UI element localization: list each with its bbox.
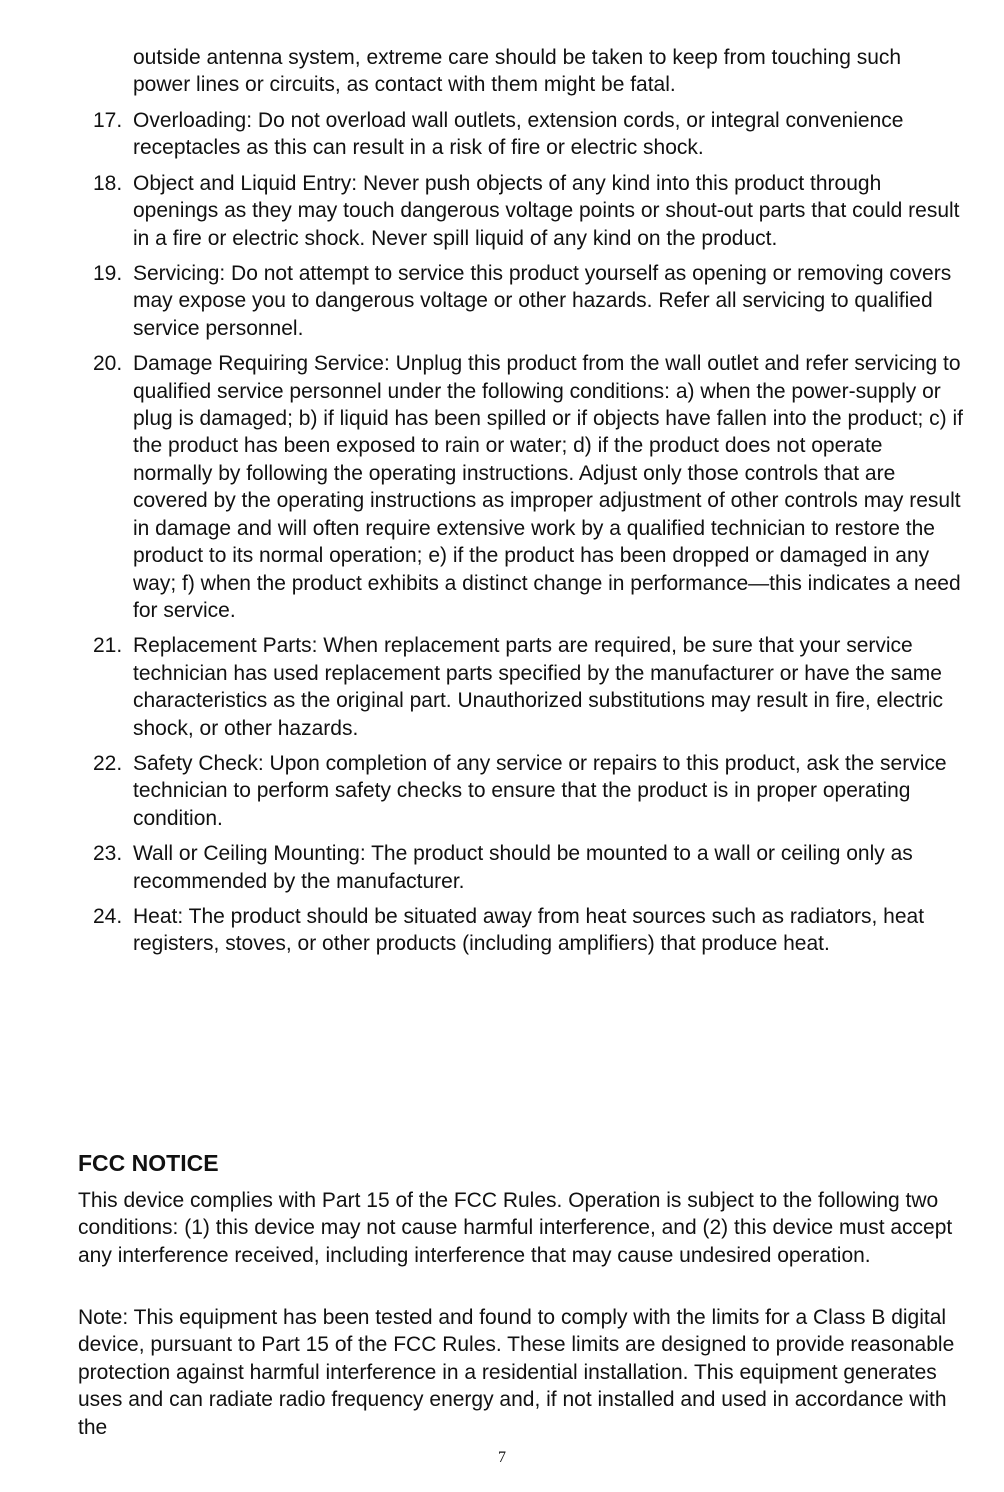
item-number: 21. xyxy=(93,634,123,658)
page-number: 7 xyxy=(498,1449,506,1466)
item-text: Wall or Ceiling Mounting: The product should be mounted to a wall or ceiling only as recommended by the manufacturer. xyxy=(133,842,913,893)
list-item xyxy=(0,107,963,162)
item-text: Servicing: Do not attempt to service this product yourself as opening or removing covers may expose you to dangerous voltage or other hazards. Refer all servicing to qualified service personnel. xyxy=(133,262,952,340)
item-number: 22. xyxy=(93,751,123,775)
list-item xyxy=(0,840,963,895)
item-text: Damage Requiring Service: Unplug this product from the wall outlet and refer servicing to qualified service personnel under the following conditions: a) when the power-supply or plug is damaged; b) if liquid has been spilled or if objects have fallen into the product; c) if the product has been exposed to rain or water; d) if the product does not operate normally by following the operating instructions. Adjust only those controls that are covered by the operating instructions as improper adjustment of other controls may result in damage and will often require extensive work by a qualified technician to restore the product to its normal operation; e) if the product has been dropped or damaged in any way; f) when the product exhibits a distinct change in performance—this indicates a need for service. xyxy=(133,352,963,622)
fcc-paragraph-note: Note: This equipment has been tested and found to comply with the limits for a Class B digital device, pursuant to Part 15 of the FCC Rules. These limits are designed to provide reasonable protection against harmful interference in a residential installation. This equipment generates uses and can radiate radio frequency energy and, if not installed and used in accordance with the xyxy=(78,1306,955,1439)
item-number: 18. xyxy=(93,171,123,195)
list-item xyxy=(0,750,963,832)
fcc-paragraph-compliance: This device complies with Part 15 of the FCC Rules. Operation is subject to the following two conditions: (1) this device may not cause harmful interference, and (2) this device must accept any interference received, including interference that may cause undesired operation. xyxy=(78,1189,953,1267)
list-item xyxy=(0,260,963,342)
continuation-paragraph: outside antenna system, extreme care should be taken to keep from touching such power lines or circuits, as contact with them might be fatal. xyxy=(133,46,902,97)
item-text: Overloading: Do not overload wall outlets, extension cords, or integral convenience receptacles as this can result in a risk of fire or electric shock. xyxy=(133,109,904,160)
item-number: 20. xyxy=(93,352,123,376)
item-number: 17. xyxy=(93,109,123,132)
item-number: 24. xyxy=(93,904,123,928)
item-number: 23. xyxy=(93,842,123,866)
safety-instructions-list xyxy=(0,107,1004,966)
item-text: Replacement Parts: When replacement parts are required, be sure that your service technician has used replacement parts specified by the manufacturer or have the same characteristics as the original part. Unauthorized substitutions may result in fire, electric shock, or other hazards. xyxy=(133,634,944,740)
item-number: 19. xyxy=(93,262,123,286)
fcc-notice-heading: FCC NOTICE xyxy=(78,1150,219,1176)
item-text: Heat: The product should be situated away from heat sources such as radiators, heat registers, stoves, or other products (including amplifiers) that produce heat. xyxy=(133,904,925,956)
list-item xyxy=(0,350,963,624)
item-text: Safety Check: Upon completion of any service or repairs to this product, ask the service technician to perform safety checks to ensure that the product is in proper operating condition. xyxy=(133,751,947,830)
list-item xyxy=(0,170,963,252)
list-item xyxy=(0,903,963,958)
item-text: Object and Liquid Entry: Never push objects of any kind into this product through openings as they may touch dangerous voltage points or shout-out parts that could result in a fire or electric shock. Never spill liquid of any kind on the product. xyxy=(133,171,960,250)
list-item xyxy=(0,632,963,742)
